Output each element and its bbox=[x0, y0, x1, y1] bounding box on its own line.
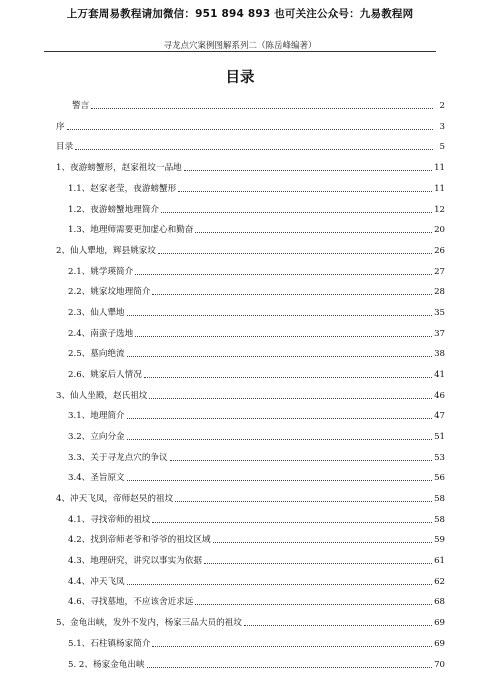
toc-entry-label: 4.4、冲天飞凤 bbox=[68, 577, 125, 587]
toc-entry-page-number: 3 bbox=[439, 122, 445, 132]
toc-leader-dots bbox=[184, 170, 432, 171]
toc-leader-dots bbox=[127, 584, 432, 585]
toc-entry[interactable] bbox=[68, 305, 445, 319]
toc-entry-label: 4.6、寻找墓地，不应该舍近求远 bbox=[68, 597, 194, 607]
toc-entry-page-number: 37 bbox=[434, 329, 445, 339]
toc-entry[interactable] bbox=[68, 408, 445, 422]
toc-leader-dots bbox=[91, 108, 433, 109]
toc-leader-dots bbox=[135, 336, 432, 337]
toc-entry-page-number: 41 bbox=[434, 370, 445, 380]
toc-entry[interactable] bbox=[56, 491, 445, 505]
toc-entry-page-number: 46 bbox=[434, 391, 445, 401]
toc-leader-dots bbox=[135, 274, 432, 275]
toc-entry-page-number: 69 bbox=[434, 618, 445, 628]
toc-entry[interactable] bbox=[68, 553, 445, 567]
toc-entry-page-number: 26 bbox=[434, 246, 445, 256]
toc-entry[interactable] bbox=[68, 594, 445, 608]
toc-entry-page-number: 70 bbox=[434, 660, 445, 670]
toc-entry[interactable] bbox=[68, 450, 445, 464]
toc-entry-page-number: 11 bbox=[434, 184, 445, 194]
toc-entry-label: 序 bbox=[56, 122, 65, 132]
promo-banner: 上万套周易教程请加微信：951 894 893 也可关注公众号：九易教程网 bbox=[66, 8, 414, 20]
toc-entry-label: 4.3、地理研究，讲究以事实为依据 bbox=[68, 556, 202, 566]
toc-entry-label: 5、金龟出峡，发外不发内，杨家三品大员的祖坟 bbox=[56, 618, 242, 628]
toc-entry-label: 3.1、地理简介 bbox=[68, 411, 125, 421]
toc-entry-page-number: 38 bbox=[434, 349, 445, 359]
toc-leader-dots bbox=[127, 418, 432, 419]
toc-leader-dots bbox=[152, 522, 432, 523]
toc-leader-dots bbox=[170, 460, 432, 461]
toc-entry[interactable] bbox=[68, 264, 445, 278]
toc-leader-dots bbox=[175, 501, 432, 502]
toc-entry-label: 4、冲天飞凤，帝师赵旲的祖坟 bbox=[56, 494, 174, 504]
toc-entry[interactable] bbox=[56, 388, 445, 402]
toc-entry[interactable] bbox=[68, 326, 445, 340]
toc-entry-page-number: 5 bbox=[439, 142, 445, 152]
toc-entry[interactable] bbox=[72, 98, 445, 112]
toc-entry[interactable] bbox=[68, 512, 445, 526]
toc-leader-dots bbox=[195, 232, 432, 233]
toc-entry-label: 2.4、南蛮子选地 bbox=[68, 329, 134, 339]
toc-leader-dots bbox=[127, 315, 432, 316]
toc-entry-label: 3.2、立向分金 bbox=[68, 432, 125, 442]
toc-entry-page-number: 35 bbox=[434, 308, 445, 318]
toc-entry-page-number: 69 bbox=[434, 639, 445, 649]
toc-entry-page-number: 56 bbox=[434, 473, 445, 483]
toc-leader-dots bbox=[75, 149, 433, 150]
toc-entry-page-number: 62 bbox=[434, 577, 445, 587]
toc-entry-page-number: 20 bbox=[434, 225, 445, 235]
running-header: 寻龙点穴案例图解系列二（陈岳峰编著） bbox=[163, 41, 317, 51]
toc-entry-page-number: 59 bbox=[434, 535, 445, 545]
toc-leader-dots bbox=[127, 480, 432, 481]
toc-entry[interactable] bbox=[68, 346, 445, 360]
toc-entry-label: 3.3、关于寻龙点穴的争议 bbox=[68, 453, 168, 463]
toc-leader-dots bbox=[213, 542, 432, 543]
toc-entry-page-number: 11 bbox=[434, 163, 445, 173]
header-rule bbox=[44, 51, 436, 52]
toc-entry-page-number: 61 bbox=[434, 556, 445, 566]
toc-entry[interactable] bbox=[68, 429, 445, 443]
toc-entry[interactable] bbox=[68, 532, 445, 546]
toc-entry-label: 2.1、姚学瑛简介 bbox=[68, 267, 134, 277]
toc-leader-dots bbox=[67, 129, 433, 130]
toc-leader-dots bbox=[195, 604, 432, 605]
toc-entry-label: 3、仙人坐殿，赵氏祖坟 bbox=[56, 391, 148, 401]
toc-leader-dots bbox=[147, 667, 433, 668]
toc-entry-label: 5.1、石柱镇杨家简介 bbox=[68, 639, 151, 649]
toc-entry-page-number: 47 bbox=[434, 411, 445, 421]
toc-entry-label: 3.4、圣旨原文 bbox=[68, 473, 125, 483]
toc-entry-label: 2、仙人犟地，辉县姚家坟 bbox=[56, 246, 156, 256]
toc-entry-label: 1.3、地理师需要更加虚心和勤奋 bbox=[68, 225, 194, 235]
toc-entry[interactable] bbox=[68, 202, 445, 216]
toc-leader-dots bbox=[152, 294, 432, 295]
page-title: 目录 bbox=[225, 69, 255, 86]
toc-leader-dots bbox=[127, 356, 432, 357]
toc-entry[interactable] bbox=[68, 470, 445, 484]
toc-entry[interactable] bbox=[68, 284, 445, 298]
toc-entry-page-number: 53 bbox=[434, 453, 445, 463]
toc-entry-label: 2.2、姚家坟地理简介 bbox=[68, 287, 151, 297]
toc-entry-label: 1.1、赵家老莹，夜游螃蟹形 bbox=[68, 184, 177, 194]
toc-entry[interactable] bbox=[68, 181, 445, 195]
toc-entry-page-number: 2 bbox=[439, 101, 445, 111]
toc-entry-page-number: 51 bbox=[434, 432, 445, 442]
toc-leader-dots bbox=[127, 439, 432, 440]
toc-entry-label: 2.3、仙人犟地 bbox=[68, 308, 125, 318]
toc-entry[interactable] bbox=[68, 222, 445, 236]
toc-entry[interactable] bbox=[68, 657, 445, 671]
toc-entry-label: 目录 bbox=[56, 142, 74, 152]
toc-entry-label: 2.5、墓向绝流 bbox=[68, 349, 125, 359]
toc-leader-dots bbox=[244, 625, 432, 626]
toc-entry-label: 4.2、找到帝师老爷和爷爷的祖坟区域 bbox=[68, 535, 211, 545]
toc-entry[interactable] bbox=[56, 243, 445, 257]
toc-entry[interactable] bbox=[68, 367, 445, 381]
toc-entry-label: 1.2、夜游螃蟹地理简介 bbox=[68, 205, 160, 215]
toc-entry-page-number: 27 bbox=[434, 267, 445, 277]
toc-entry[interactable] bbox=[56, 160, 445, 174]
toc-entry-label: 2.6、姚家后人情况 bbox=[68, 370, 142, 380]
toc-entry-page-number: 58 bbox=[434, 494, 445, 504]
toc-entry-page-number: 68 bbox=[434, 597, 445, 607]
toc-entry[interactable] bbox=[56, 139, 445, 153]
toc-entry-page-number: 58 bbox=[434, 515, 445, 525]
toc-leader-dots bbox=[178, 191, 432, 192]
toc-leader-dots bbox=[204, 563, 432, 564]
toc-entry-label: 1、夜游螃蟹形，赵家祖坟一品地 bbox=[56, 163, 182, 173]
toc-entry[interactable] bbox=[56, 615, 445, 629]
toc-leader-dots bbox=[149, 398, 432, 399]
toc-leader-dots bbox=[161, 212, 432, 213]
toc-leader-dots bbox=[144, 377, 432, 378]
toc-entry[interactable] bbox=[68, 636, 445, 650]
toc-entry[interactable] bbox=[56, 119, 445, 133]
toc-entry[interactable] bbox=[68, 574, 445, 588]
toc-entry-label: 5. 2、杨家金龟出峡 bbox=[68, 660, 145, 670]
toc-leader-dots bbox=[152, 646, 432, 647]
toc-entry-label: 警言 bbox=[72, 101, 90, 111]
toc-leader-dots bbox=[158, 253, 432, 254]
toc-entry-label: 4.1、寻找帝师的祖坟 bbox=[68, 515, 151, 525]
toc-entry-page-number: 28 bbox=[434, 287, 445, 297]
toc-entry-page-number: 12 bbox=[434, 205, 445, 215]
